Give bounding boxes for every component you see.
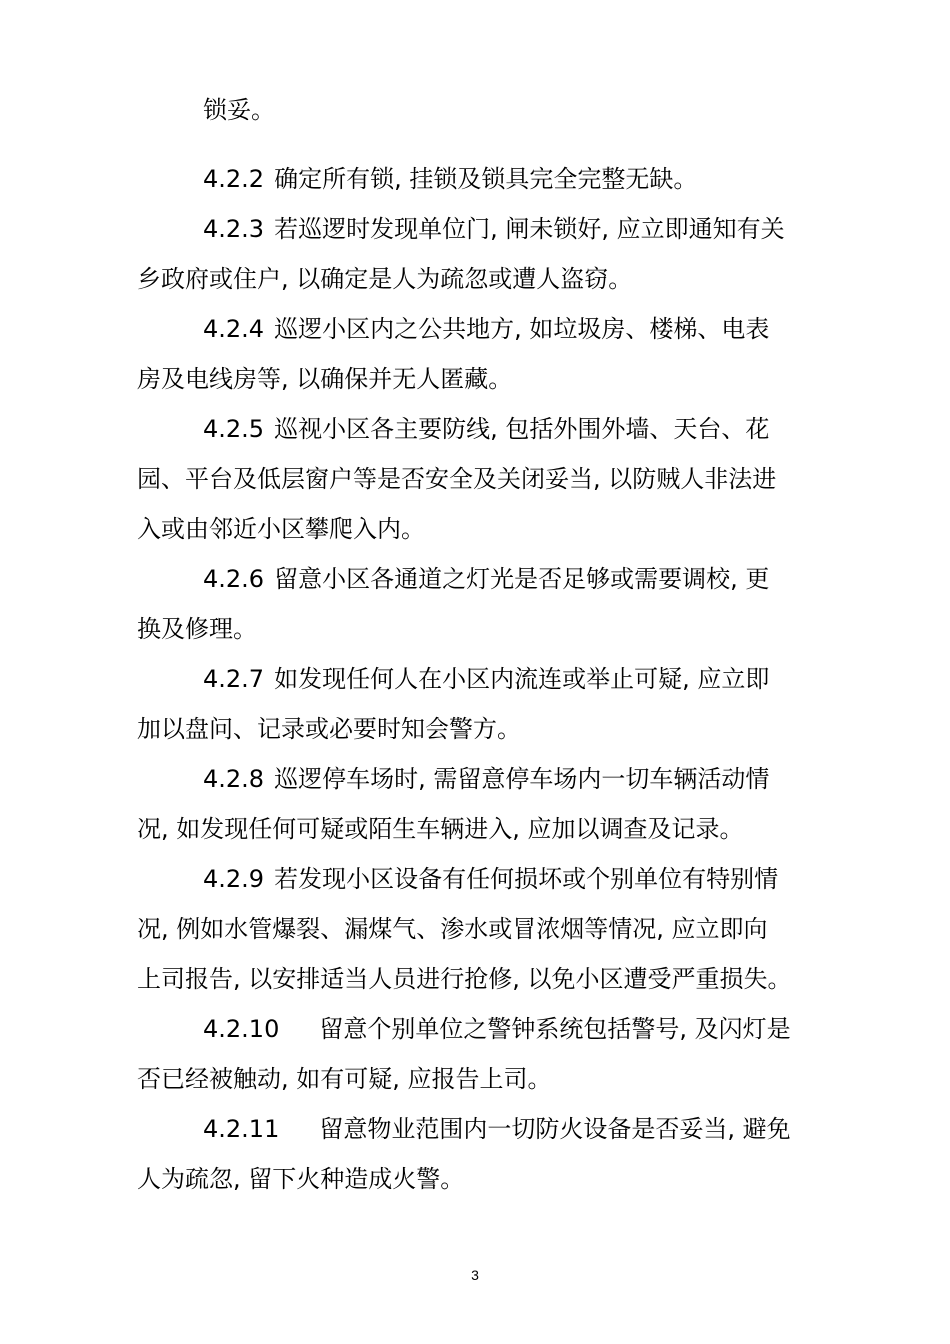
clause-number: 4.2.5	[203, 415, 265, 443]
clause-number: 4.2.3	[203, 215, 265, 243]
clause-number: 4.2.7	[203, 665, 265, 693]
clause-4-2-8	[203, 763, 883, 795]
clause-text: 确定所有锁, 挂锁及锁具完全完整无缺。	[274, 165, 698, 193]
line-text: 否已经被触动, 如有可疑, 应报告上司。	[137, 1065, 552, 1093]
clause-text: 留意物业范围内一切防火设备是否妥当, 避免	[319, 1115, 791, 1143]
clause-4-2-4	[203, 313, 883, 345]
line-text: 园、平台及低层窗户等是否安全及关闭妥当, 以防贼人非法进	[137, 465, 777, 493]
line-text: 人为疏忽, 留下火种造成火警。	[137, 1165, 465, 1193]
clause-4-2-9	[203, 863, 883, 895]
text-line	[137, 363, 817, 395]
text-line	[137, 463, 817, 495]
line-text: 况, 如发现任何可疑或陌生车辆进入, 应加以调查及记录。	[137, 815, 744, 843]
clause-text: 如发现任何人在小区内流连或举止可疑, 应立即	[274, 665, 770, 693]
line-text: 况, 例如水管爆裂、漏煤气、渗水或冒浓烟等情况, 应立即向	[137, 915, 768, 943]
text-line	[137, 913, 817, 945]
clause-number: 4.2.6	[203, 565, 265, 593]
text-line	[137, 963, 817, 995]
text-line	[137, 713, 817, 745]
clause-4-2-2	[203, 163, 883, 195]
text-line	[137, 263, 817, 295]
line-text: 上司报告, 以安排适当人员进行抢修, 以免小区遭受严重损失。	[137, 965, 792, 993]
clause-text: 巡视小区各主要防线, 包括外围外墙、天台、花	[274, 415, 770, 443]
clause-text: 若巡逻时发现单位门, 闸未锁好, 应立即通知有关	[274, 215, 785, 243]
clause-4-2-6	[203, 563, 883, 595]
clause-4-2-7	[203, 663, 883, 695]
clause-text: 留意小区各通道之灯光是否足够或需要调校, 更	[274, 565, 770, 593]
clause-number: 4.2.11	[203, 1115, 280, 1143]
line-text: 换及修理。	[137, 615, 257, 643]
clause-4-2-3	[203, 213, 883, 245]
text-line	[203, 94, 883, 126]
clause-number: 4.2.8	[203, 765, 265, 793]
text-line	[137, 813, 817, 845]
clause-4-2-5	[203, 413, 883, 445]
clause-4-2-11	[203, 1113, 883, 1145]
clause-4-2-10	[203, 1013, 883, 1045]
clause-text: 巡逻停车场时, 需留意停车场内一切车辆活动情	[274, 765, 770, 793]
clause-number: 4.2.4	[203, 315, 265, 343]
clause-text: 留意个别单位之警钟系统包括警号, 及闪灯是	[319, 1015, 791, 1043]
clause-number: 4.2.10	[203, 1015, 280, 1043]
clause-number: 4.2.9	[203, 865, 265, 893]
line-text: 锁妥。	[203, 96, 275, 124]
text-line	[137, 1163, 817, 1195]
page-number: 3	[471, 1267, 479, 1283]
text-line	[137, 613, 817, 645]
text-line	[137, 513, 817, 545]
line-text: 房及电线房等, 以确保并无人匿藏。	[137, 365, 513, 393]
text-line	[137, 1063, 817, 1095]
line-text: 入或由邻近小区攀爬入内。	[137, 515, 425, 543]
line-text: 乡政府或住户, 以确定是人为疏忽或遭人盗窃。	[137, 265, 633, 293]
clause-number: 4.2.2	[203, 165, 265, 193]
clause-text: 巡逻小区内之公共地方, 如垃圾房、楼梯、电表	[274, 315, 770, 343]
clause-text: 若发现小区设备有任何损坏或个别单位有特别情	[274, 865, 779, 893]
line-text: 加以盘问、记录或必要时知会警方。	[137, 715, 521, 743]
